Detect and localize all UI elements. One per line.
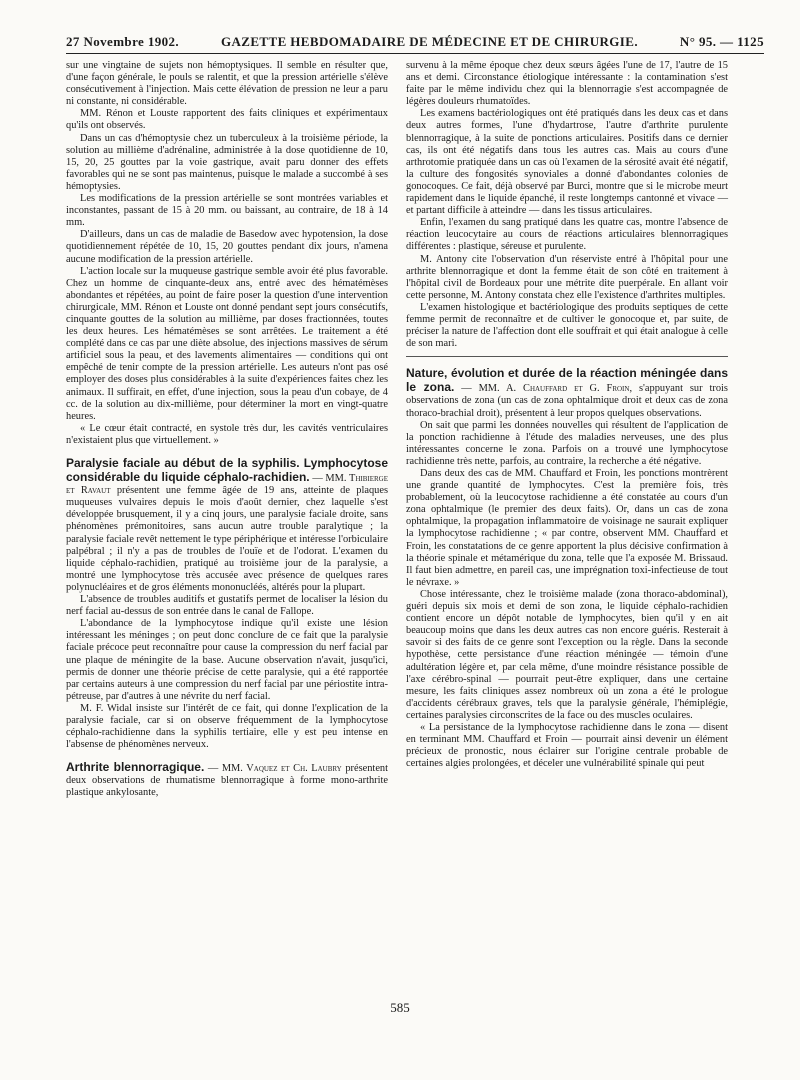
header-date: 27 Novembre 1902. [66, 34, 180, 49]
header-issue-number: N° 95. — 1125 [679, 34, 764, 49]
paragraph: Dans deux des cas de MM. Chauffard et Froin, les ponctions montrèrent une grande quantité de lymphocytes. C'est la première fois, très probablement, où la leucocytose rachidienne a été constatée au cours d'un zona ophtalmique (le premier des deux faits). Or, dans un cas de zona ophtalmique, la propagation inflammatoire de voisinage ne saurait expliquer la lymphocytose rachidienne ; « par contre, observent MM. Chauffard et Froin, les constatations de ce genre apportent la plus décisive confirmation à la théorie spinale et métamérique du zona, telle que l'a exposée M. Brissaud. Il faut bien admettre, en pareil cas, une imprégnation toxi-infectieuse de tout le névraxe. » [406, 468, 728, 588]
paragraph: L'absence de troubles auditifs et gustatifs permet de localiser la lésion du nerf facial au-dessus de son entrée dans le canal de Fallope. [66, 594, 388, 618]
section-zona [406, 367, 728, 770]
paragraph: L'examen histologique et bactériologique des produits septiques de cette femme permit de reconnaître et de cultiver le gonocoque et, par suite, de préciser la nature de l'affection dont elle souffrait et qui était analogue à celle de son mari. [406, 301, 728, 350]
paragraph: L'action locale sur la muqueuse gastrique semble avoir été plus favorable. Chez un homme de cinquante-deux ans, entré avec des hématémèses abondantes et répétées, au point de faire poser la question d'une intervention chirurgicale, MM. Rénon et Louste ont donné pendant sept jours consécutifs, cinquante gouttes de la solution au millième, par doses fractionnées, toutes les deux heures. Les hématémèses se sont arrêtées. Le traitement a été complété dans ce cas par une diète absolue, des injections massives de sérum artificiel sous la peau, et des lavements alimentaires — conditions qui ont empêché de tenir compte de la pression artérielle. Les auteurs n'ont pas osé employer des doses plus considérables à la suite d'expériences faites chez les animaux. Il suffirait, en effet, d'une injection, sous la peau d'un cobaye, de 4 cc. de la solution au dix-millième, pour déterminer la mort en vingt-quatre heures. [66, 265, 388, 422]
page-header [66, 34, 764, 54]
left-column [66, 60, 388, 800]
paragraph: Les examens bactériologiques ont été pratiqués dans les deux cas et dans deux autres formes, l'une d'hydartrose, l'autre d'arthrite purulente blennorragique, à la suite de ponctions articulaires. Positifs dans ce dernier cas, ils ont été négatifs dans tous les autres cas. Mais au cours d'une arthrotomie pratiquée dans un cas où l'examen de la sérosité avait été négatif, la culture des fongosités synoviales a donné d'abondantes colonies de gonocoques. Ce fait, déjà observé par Burci, montre que si le microbe meurt rapidement dans le liquide épanché, il reste longtemps cantonné et vivace — et partant difficile à atteindre — dans les tissus articulaires. [406, 108, 728, 217]
two-column-body [66, 60, 764, 800]
paragraph: D'ailleurs, dans un cas de maladie de Basedow avec hypotension, la dose quotidiennement répétée de 10, 15, 20 gouttes pendant dix jours, n'amena aucune modification de la pression artérielle. [66, 229, 388, 265]
paragraph: Chose intéressante, chez le troisième malade (zona thoraco-abdominal), guéri depuis six mois et demi de son zona, le liquide céphalo-rachidien contient encore un dépôt notable de lymphocytes, bien qu'il y en ait beaucoup moins que dans les deux autres cas non encore guéris. Resterait à savoir si des faits de ce genre sont l'exception ou la règle. Dans la seconde hypothèse, cette persistance d'une réaction méningée — témoin d'une adultération légère et, par cela même, d'une moindre résistance possible de l'axe cérébro-spinal — pourrait peut-être expliquer, dans une certaine mesure, les faits cliniques assez nombreux où un zona a été le prologue d'accidents cérébraux graves, tels que la paralysie générale, l'hémiplégie, certaines paralysies circonscrites de la face ou des muscles oculaires. [406, 588, 728, 721]
section-arthrite [66, 761, 388, 799]
section-paralysie-faciale [66, 457, 388, 751]
paragraph: Les modifications de la pression artérielle se sont montrées variables et inconstantes, passant de 15 à 20 mm. ou baissant, au contraire, de 18 à 14 mm. [66, 193, 388, 229]
section-authors: — MM. Thibierge et Ravaut [66, 473, 388, 497]
right-column [406, 60, 728, 800]
section-text: s'appuyant sur trois observations de zona (un cas de zona ophtalmique droit et deux cas de zona thoraco-brachial droit), présentent à leur propos quelques observations. [406, 383, 728, 419]
section-text: présentent une femme âgée de 19 ans, atteinte de plaques muqueuses vulvaires depuis le mois d'août dernier, chez laquelle s'est développée brusquement, il y a cinq jours, une paralysie faciale droite, sans phénomènes prémonitoires, sans aucun autre trouble paralytique ; la paralysie faciale revêt nettement le type périphérique et intéresse l'orbiculaire palpébral ; il n'y a pas de troubles de l'ouïe et de l'odorat. L'examen du liquide céphalo-rachidien, pratiqué au troisième jour de la paralysie, a montré une lymphocytose très accusée avec présence de quelques rares polynucléaires et de gros éléments mononucléés, altérés pour la plupart. [66, 485, 389, 593]
page-number: 585 [390, 1000, 410, 1015]
section-heading: Nature, évolution et durée de la réaction méningée dans le zona. [406, 366, 728, 395]
paragraph: Enfin, l'examen du sang pratiqué dans les quatre cas, montre l'absence de réaction leucocytaire au cours de réactions articulaires blennorragiques différentes : plastique, séreuse et purulente. [406, 217, 728, 253]
paragraph: M. F. Widal insiste sur l'intérêt de ce fait, qui donne l'explication de la paralysie faciale, car si on observe fréquemment de la lymphocytose céphalo-rachidienne dans la syphilis tertiaire, elle y est peu intense en l'absense de phénomènes nerveux. [66, 702, 388, 751]
section-authors: — MM. Vaquez et Ch. Laubry [207, 763, 342, 775]
paragraph: sur une vingtaine de sujets non hémoptysiques. Il semble en résulter que, d'une façon générale, le pouls se ralentit, et que la pression artérielle s'élève consécutivement à l'injection. Mais cette élévation de pression ne leur a paru ni constante, ni considérable. [66, 60, 388, 108]
paragraph: On sait que parmi les données nouvelles qui résultent de l'application de la ponction rachidienne à l'étude des maladies nerveuses, une des plus intéressantes concerne le zona. Parfois on a trouvé une lymphocytose rachidienne très nette, parfois, au contraire, la recherche a été négative. [406, 419, 728, 467]
paragraph: L'abondance de la lymphocytose indique qu'il existe une lésion intéressant les méninges ; on peut donc conclure de ce fait que la paralysie faciale précoce peut reconnaître pour cause la compression du nerf facial par une plaque de méningite de la base. Aucune observation n'avait, jusqu'ici, permis de donner une théorie précise de cette paralysie, qui a été rapportée par certains auteurs à une compression du nerf facial par une périostite intra-pétreuse, par d'autres à une névrite du nerf facial. [66, 618, 388, 702]
section-heading: Arthrite blennorragique. [66, 760, 205, 775]
header-title: GAZETTE HEBDOMADAIRE DE MÉDECINE ET DE CHIRURGIE. [220, 34, 638, 49]
paragraph: M. Antony cite l'observation d'un réserviste entré à l'hôpital pour une arthrite blennorragique et dont la femme était de son côté en traitement à l'hôpital civil de Bordeaux pour une métrite dite puerpérale. En allant voir cette personne, M. Antony constata chez elle l'existence d'arthrites multiples. [406, 253, 728, 301]
section-heading: Paralysie faciale au début de la syphilis. Lymphocytose considérable du liquide céphalo-rachidien. [66, 456, 388, 485]
paragraph: survenu à la même époque chez deux sœurs âgées l'une de 17, l'autre de 15 ans et demi. Circonstance étiologique intéressante : la contamination s'est faite par le même individu chez qui la blennorragie s'est accompagnée de légères douleurs rhumatoïdes. [406, 60, 728, 108]
paragraph: « La persistance de la lymphocytose rachidienne dans le zona — disent en terminant MM. Chauffard et Froin — pourrait ainsi devenir un élément précieux de pronostic, nous éclairer sur l'origine centrale probable de certaines algies prolongées, et déceler une vulnérabilité spinale qui peut [406, 721, 728, 770]
paragraph: MM. Rénon et Louste rapportent des faits cliniques et expérimentaux qu'ils ont observés. [66, 108, 388, 132]
quote-paragraph: « Le cœur était contracté, en systole très dur, les cavités ventriculaires n'existaient plus que virtuellement. » [66, 422, 388, 446]
section-divider [406, 356, 728, 357]
paragraph: Dans un cas d'hémoptysie chez un tuberculeux à la troisième période, la solution au millième d'adrénaline, administrée à la dose quotidienne de 10, 15, 20, 25 gouttes par la voie gastrique, avait paru donner des effets favorables qui ne se sont pas maintenus, puisque le malade a succombé à ses hémoptysies. [66, 132, 388, 192]
section-authors: — MM. A. Chauffard et G. Froin, [461, 383, 633, 395]
section-text: présentent deux observations de rhumatisme blennorragique à forme mono-arthrite plastique ankylosante, [66, 763, 389, 799]
